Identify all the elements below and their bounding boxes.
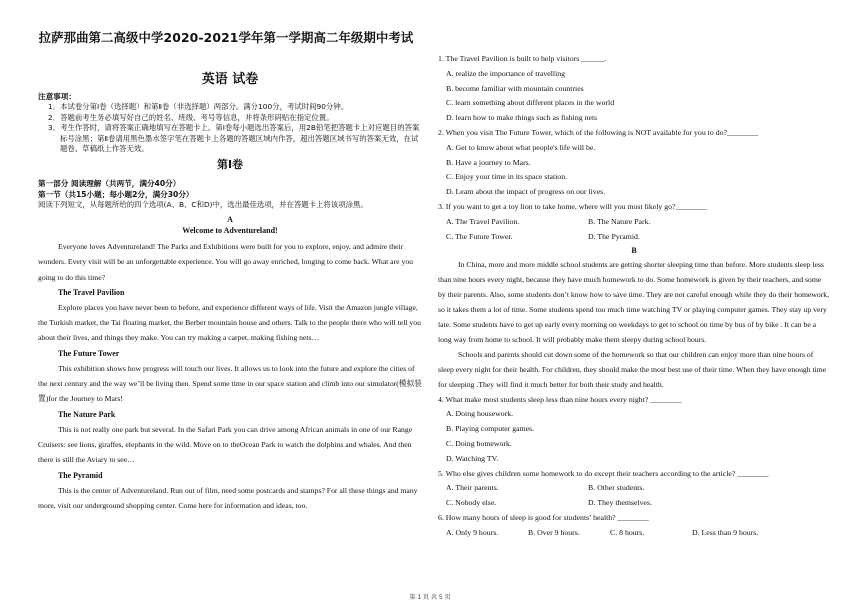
question-option: B. become familiar with mountain countries bbox=[446, 83, 584, 93]
question-option: A. Get to know about what people's life will be. bbox=[446, 142, 596, 152]
question-option: C. Enjoy your time in its space station. bbox=[446, 172, 568, 182]
section-text: Explore places you have never been to before, and experience different ways of life. Visit the Amazon jungle village, the Turkish market, the Tai floating market, the Berber mountain house and others. Talk to the people there who will tell you about their lives, and things they make. You can try making a carpet, making fishing nets… bbox=[38, 302, 421, 343]
question-option: D. Less than 9 hours. bbox=[692, 527, 759, 537]
notice-item: 3．考生作答时，请将答案正确地填写在答题卡上。第Ⅰ卷每小题选出答案后，用2B铅笔把答题卡上对应题目的答案标号涂黑；第Ⅱ卷请用黑色墨水签字笔在答题卡上各题的答题区域内作答，超出答题区域书写的答案无效，在试题卷、草稿纸上作答无效。 bbox=[48, 123, 420, 153]
section-instruction: 阅读下列短文，从每题所给的四个选项(A、B、C和D)中，选出最佳选项，并在答题卡上将该项涂黑。 bbox=[38, 199, 368, 209]
question-stem: 2. When you visit The Future Tower, which of the following is NOT available for you to do?________ bbox=[438, 127, 759, 137]
section-heading: The Future Tower bbox=[58, 348, 120, 358]
question-option: A. Doing housework. bbox=[446, 409, 514, 419]
question-option: A. Only 9 hours. bbox=[446, 527, 499, 537]
question-option: C. 8 hours. bbox=[610, 527, 645, 537]
question-option: B. Playing computer games. bbox=[446, 424, 535, 434]
page-footer: 第 1 页 共 5 页 bbox=[409, 594, 451, 601]
question-5 bbox=[438, 467, 830, 511]
section-heading: The Travel Pavilion bbox=[58, 287, 125, 297]
question-option: D. The Pyramid. bbox=[588, 231, 640, 241]
question-option: D. Watching TV. bbox=[446, 453, 499, 463]
question-option: B. Have a journey to Mars. bbox=[446, 157, 531, 167]
question-stem: 1. The Travel Pavilion is built to help visitors ______. bbox=[438, 54, 607, 63]
option-row bbox=[438, 230, 830, 245]
question-option: D. learn how to make things such as fishing nets bbox=[446, 113, 598, 123]
notice-block bbox=[38, 91, 422, 155]
passage-paragraph: Schools and parents should cut down some of the homework so that our children can enjoy more than nine hours of sleep every night for their health. For children, they should make the most best use of their time. When they have enough time for sleeping .They will find it much better for both their study and health. bbox=[438, 349, 827, 389]
exam-title: 拉萨那曲第二高级中学2020-2021学年第一学期高二年级期中考试 bbox=[38, 30, 414, 45]
left-column bbox=[38, 28, 422, 513]
question-stem: 5. Who else gives children some homework to do except their teachers according to the article? ________ bbox=[438, 468, 769, 478]
notice-heading: 注意事项： bbox=[38, 92, 76, 101]
question-2 bbox=[438, 126, 830, 200]
question-6 bbox=[438, 511, 830, 541]
question-option: B. Other students. bbox=[588, 483, 645, 493]
question-option: C. The Future Tower. bbox=[446, 231, 513, 241]
subject-title: 英语 试卷 bbox=[201, 72, 259, 87]
question-option: A. realize the importance of travelling bbox=[446, 68, 566, 78]
question-option: A. The Travel Pavilion. bbox=[446, 216, 520, 226]
option-row bbox=[438, 526, 830, 541]
part-title: 第一部分 阅读理解（共两节，满分40分） bbox=[38, 178, 181, 188]
option-row bbox=[438, 496, 830, 511]
right-column bbox=[438, 52, 830, 540]
passage-letter: B bbox=[631, 246, 637, 256]
question-option: B. The Nature Park. bbox=[588, 216, 651, 226]
question-1 bbox=[438, 52, 830, 126]
question-option: A. Their parents. bbox=[446, 483, 499, 493]
question-option: D. Learn about the impact of progress on our lives. bbox=[446, 187, 606, 197]
passage-a bbox=[38, 214, 422, 513]
question-4 bbox=[438, 393, 830, 467]
section-text: This exhibition shows how progress will touch our lives. It allows us to look into the future and explore the cities of the next century and the way we’ll be living then. Spend some time in our space station and climb into our simulator(模拟装置)for the Journey to Mars! bbox=[38, 363, 422, 404]
question-3 bbox=[438, 200, 830, 244]
volume-title: 第Ⅰ卷 bbox=[216, 157, 244, 171]
question-option: B. Over 9 hours. bbox=[528, 527, 580, 537]
section-heading: The Nature Park bbox=[58, 409, 116, 419]
question-stem: 3. If you want to get a toy lion to take home, where will you most likely go?________ bbox=[438, 201, 707, 211]
passage-title: Welcome to Adventureland! bbox=[182, 226, 278, 235]
section-text: This is not really one park but several. In the Safari Park you can drive among African animals in one of our Range Cruisers: see lions, giraffes, elephants in the wild. Move on to theOcean Park to watch the dolphins and whales. And then there is still the Aviary to see… bbox=[38, 424, 413, 465]
passage-b bbox=[438, 244, 830, 392]
question-option: C. Nobody else. bbox=[446, 498, 497, 508]
question-option: C. Doing homework. bbox=[446, 438, 512, 448]
question-stem: 6. How many hours of sleep is good for students’ health? ________ bbox=[438, 512, 649, 522]
passage-intro: Everyone loves Adventureland! The Parks and Exhibitions were built for you to explore, enjoy, and admire their wonders. Every visit will be an unforgettable experience. You will go away enriched, longing to come back. What are you going to do this time? bbox=[38, 242, 414, 282]
section-heading: The Pyramid bbox=[58, 470, 103, 480]
question-option: D. They themselves. bbox=[588, 498, 652, 508]
notice-item: 2．答题前考生务必填写好自己的姓名、班级、考号等信息，并将条形码贴在指定位置。 bbox=[48, 112, 334, 122]
option-row bbox=[438, 481, 830, 496]
passage-paragraph: In China, more and more middle school students are getting shorter sleeping time than before. More students sleep less than nine hours every night, because they have much homework to do. Some homework is given by their teachers, and some by their parents. Also, some students don’t know how to save time. They are not careful enough while they do their homework, so it takes them a lot of time. Some students spend too much time watching TV or playing computer games. They stay up very late. Some students have to get up early every morning on weekdays to get to school on time by bus of by bike . It can be a long way from home to school. It will probably make them sleepy during school hours. bbox=[438, 260, 830, 344]
question-stem: 4. What make most students sleep less than nine hours every night? ________ bbox=[438, 394, 682, 404]
notice-item: 1．本试卷分第Ⅰ卷（选择题）和第Ⅱ卷（非选择题）两部分。满分100分，考试时间90分钟。 bbox=[48, 102, 349, 111]
passage-letter: A bbox=[227, 215, 233, 224]
section-text: This is the center of Adventureland. Run out of film, need some postcards and stamps? For all these things and many more, visit our underground shopping center. Come here for information and ideas, too. bbox=[38, 485, 418, 510]
option-row bbox=[438, 215, 830, 230]
question-option: C. learn something about different places in the world bbox=[446, 98, 615, 108]
section-title: 第一节（共15小题；每小题2分，满分30分） bbox=[38, 189, 194, 199]
